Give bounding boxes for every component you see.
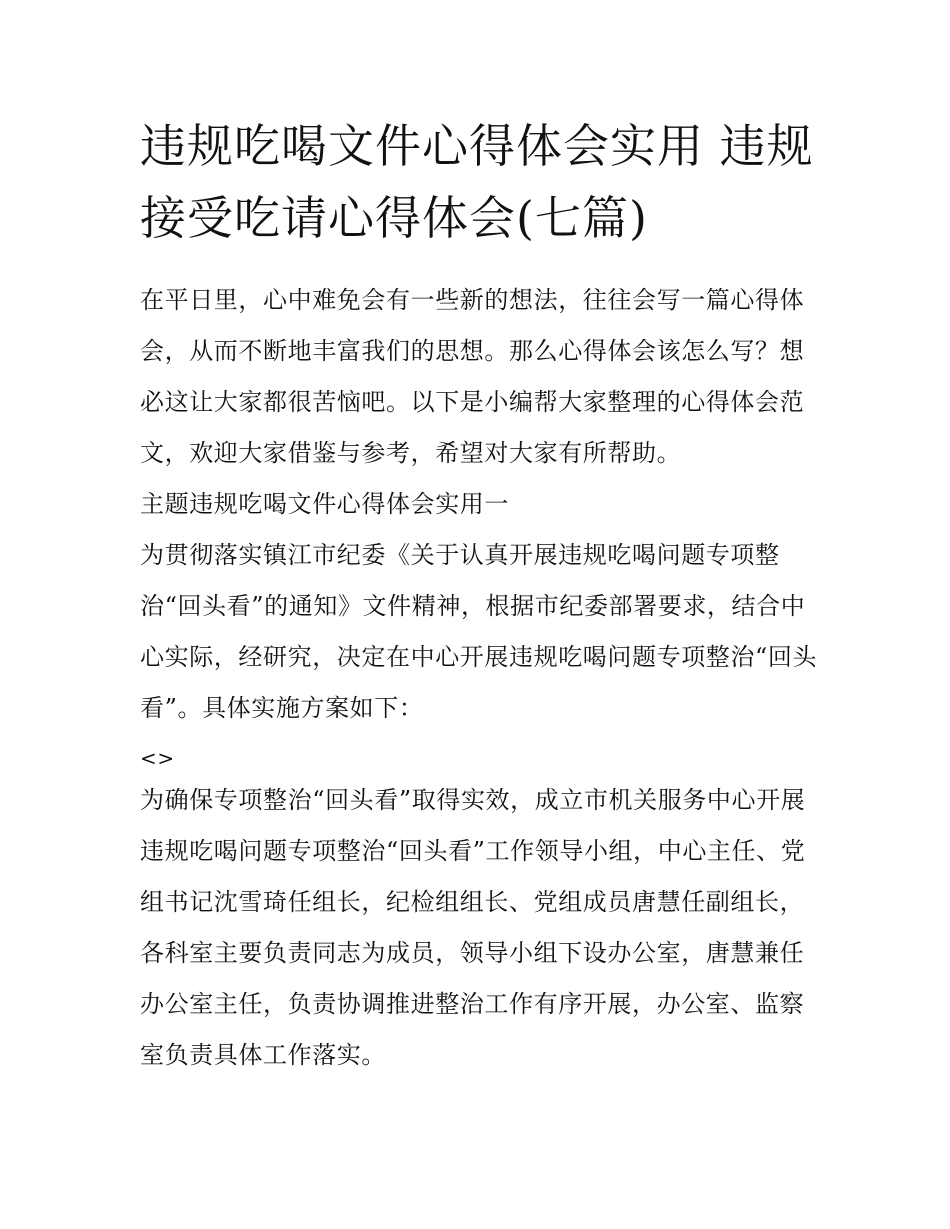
body-paragraph-2: 为确保专项整治“回头看”取得实效，成立市机关服务中心开展违规吃喝问题专项整治“回头看”工作领导小组，中心主任、党组书记沈雪琦任组长，纪检组组长、党组成员唐慧任副组长，各科室主要负责同志为成员，领导小组下设办公室，唐慧兼任办公室主任，负责协调推进整治工作有序开展，办公室、监察室负责具体工作落实。 <box>140 786 806 1069</box>
section-heading: 主题违规吃喝文件心得体会实用一 <box>140 490 509 518</box>
section-marker: <> <box>140 746 175 770</box>
body-paragraph-1: 为贯彻落实镇江市纪委《关于认真开展违规吃喝问题专项整治“回头看”的通知》文件精神，根据市纪委部署要求，结合中心实际，经研究，决定在中心开展违规吃喝问题专项整治“回头看”。具体实施方案如下： <box>140 541 818 722</box>
document-title: 违规吃喝文件心得体会实用 违规接受吃请心得体会(七篇) <box>140 119 814 245</box>
intro-paragraph: 在平日里，心中难免会有一些新的想法，往往会写一篇心得体会，从而不断地丰富我们的思想。那么心得体会该怎么写？想必这让大家都很苦恼吧。以下是小编帮大家整理的心得体会范文，欢迎大家借鉴与参考，希望对大家有所帮助。 <box>140 286 805 467</box>
